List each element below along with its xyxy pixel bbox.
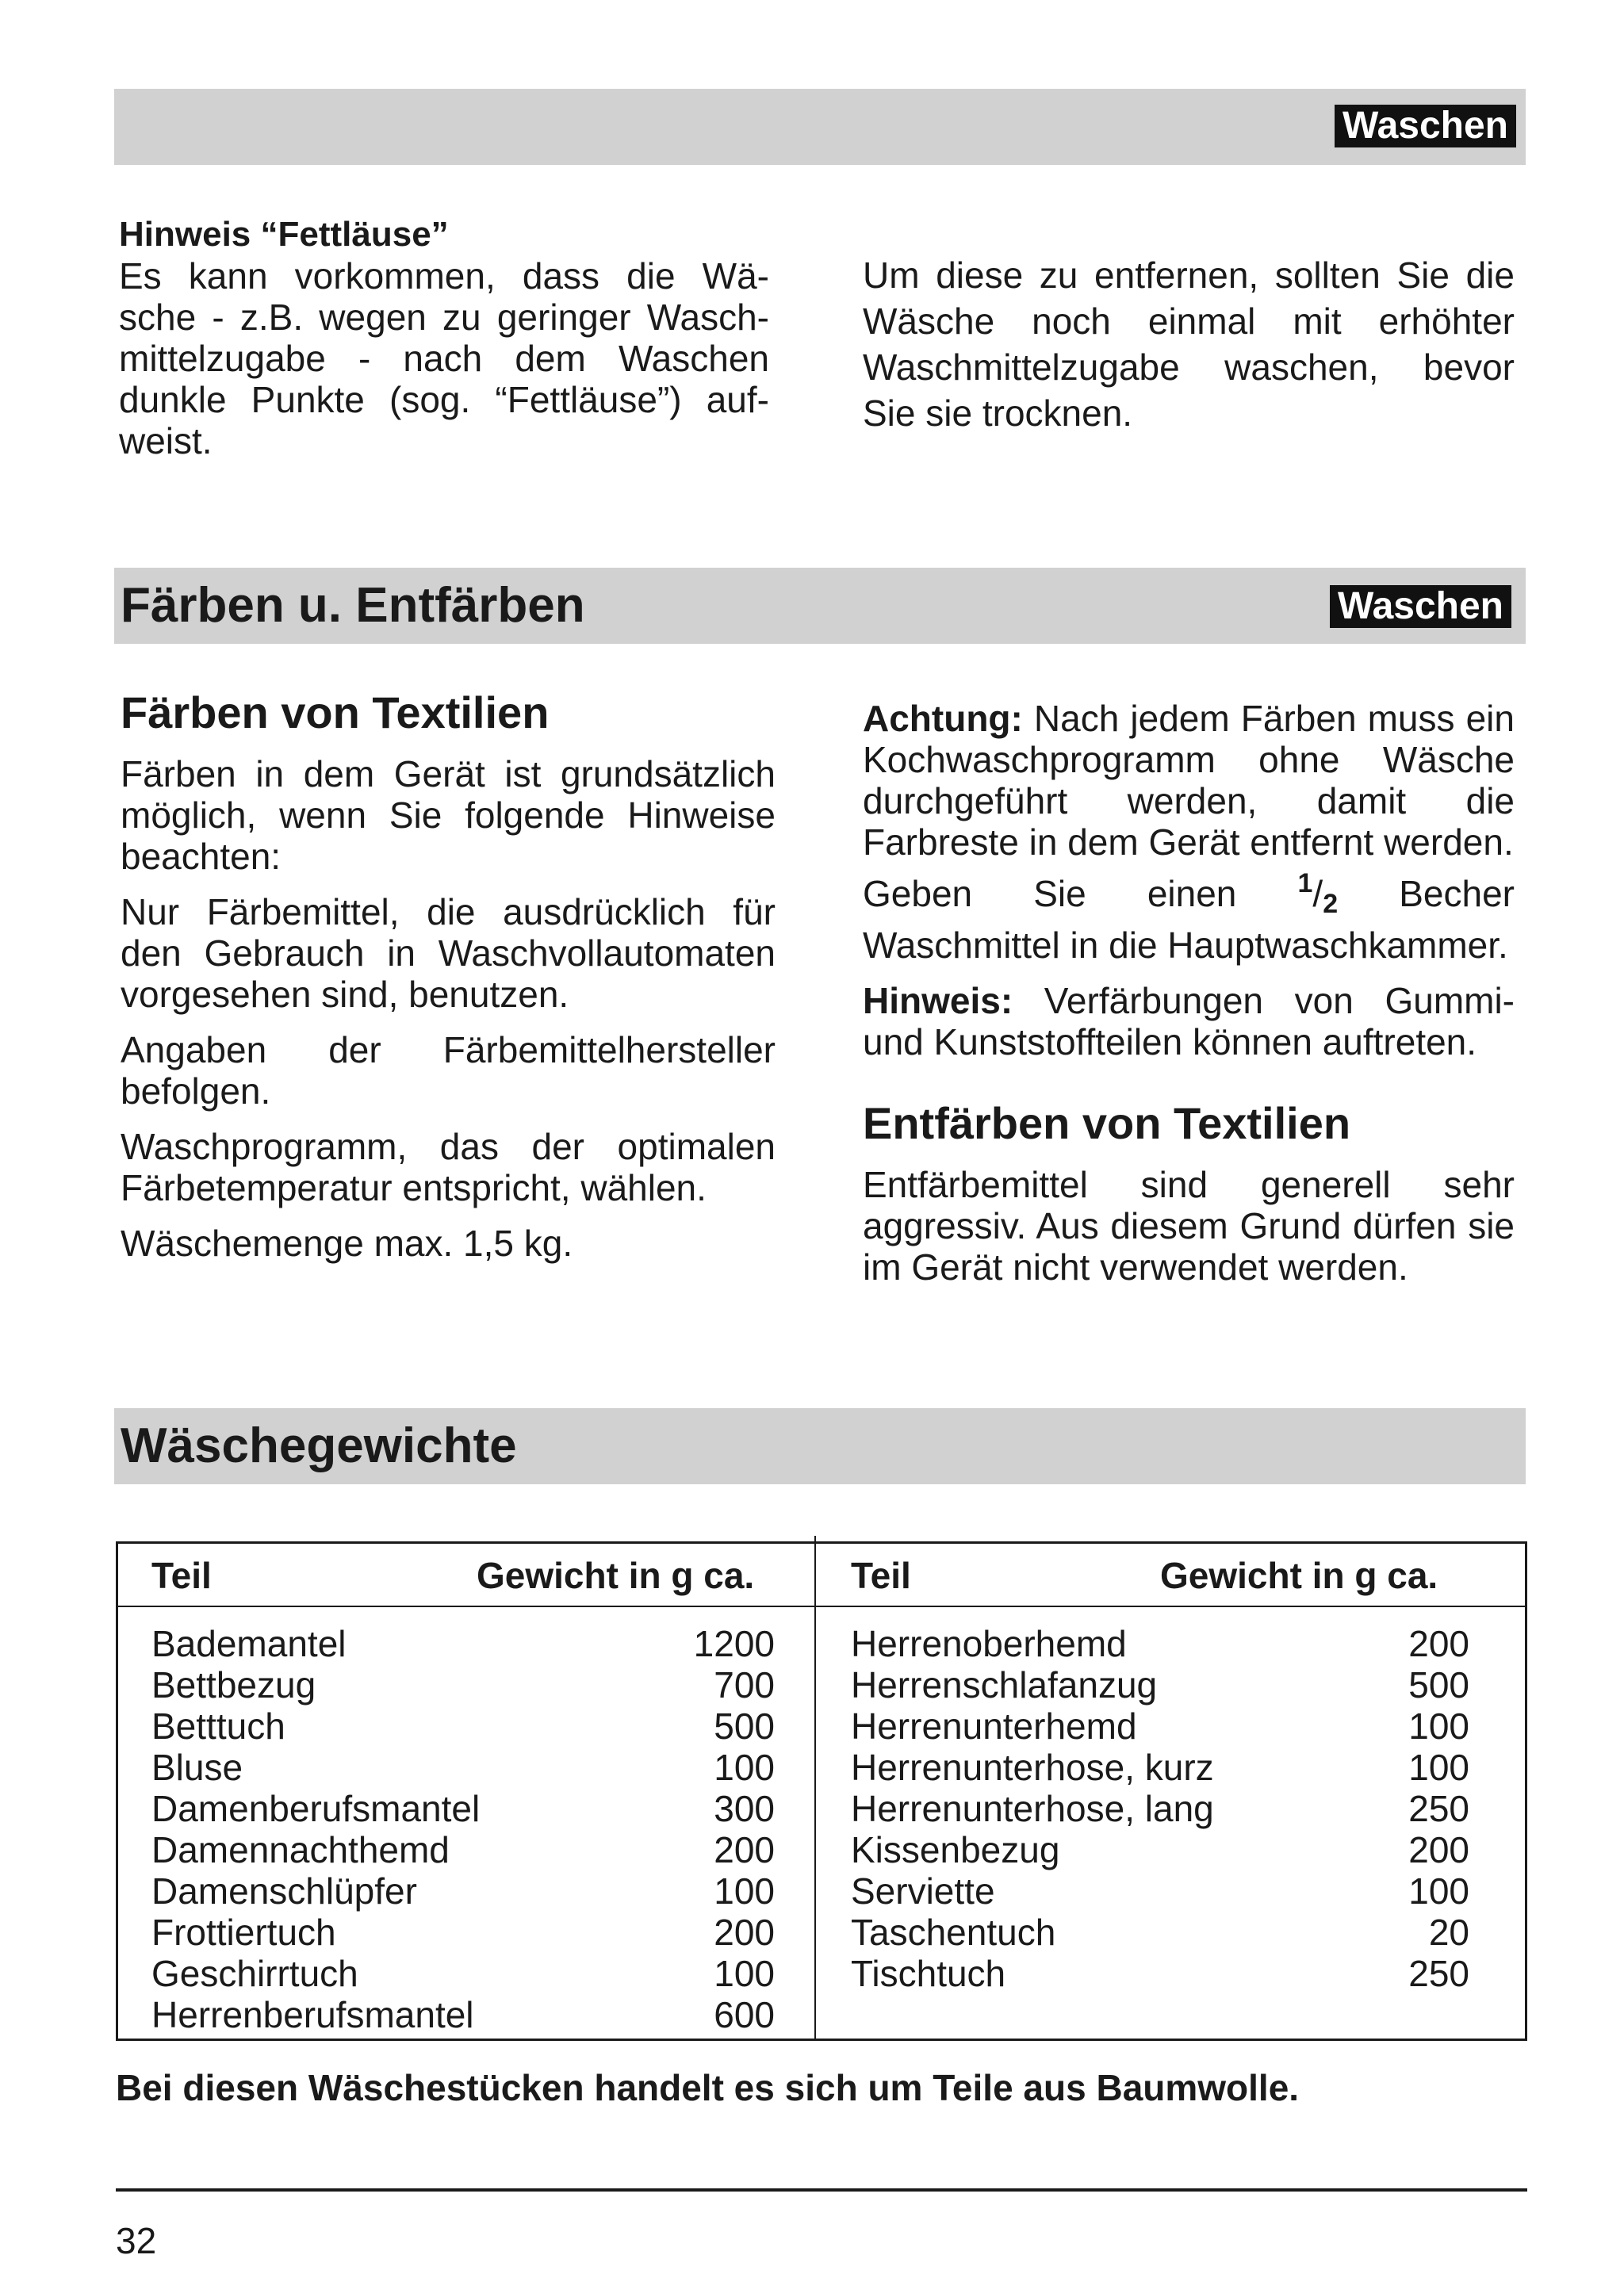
item-weight: 100 [1408,1706,1469,1747]
paragraph: Färben in dem Gerät ist grundsätzlich möglich, wenn Sie folgende Hinweise beachten: [121,753,776,877]
column-header-weight: Gewicht in g ca. [477,1555,755,1596]
text-line: Um diese zu entfernen, sollten Sie die [863,255,1515,296]
item-weight: 200 [1408,1623,1469,1664]
item-weight: 250 [1408,1788,1469,1829]
item-name: Damenschlüpfer [151,1870,417,1912]
footer-rule [116,2188,1527,2192]
item-weight: 1200 [693,1623,775,1664]
table-footnote: Bei diesen Wäschestücken handelt es sich um Teile aus Baumwolle. [116,2067,1300,2108]
paragraph: Nur Färbemittel, die ausdrücklich für den Gebrauch in Waschvollautomaten vorgesehen sind, benutzen. [121,891,776,1015]
column-header-part: Teil [151,1555,212,1596]
table-row [851,1706,1469,1747]
table-row [851,1747,1469,1788]
table-row [851,1912,1469,1953]
geben-paragraph [863,863,1515,966]
faerben-right-column [863,698,1515,1302]
item-weight: 500 [714,1706,775,1747]
item-name: Herrenberufsmantel [151,1994,474,2035]
item-name: Bademantel [151,1623,347,1664]
column-header-part: Teil [851,1555,911,1596]
header-divider [118,1606,1525,1607]
item-weight: 700 [714,1664,775,1706]
fettlaeuse-left [119,214,769,461]
text-line: Sie sie trocknen. [863,392,1133,434]
fraction-denominator: 2 [1323,889,1339,919]
item-name: Herrenunterhose, kurz [851,1747,1214,1788]
item-weight: 200 [1408,1829,1469,1870]
item-name: Herrenschlafanzug [851,1664,1158,1706]
fraction: $^1/_2$ [1297,868,1339,919]
item-weight: 20 [1428,1912,1469,1953]
paragraph: Waschprogramm, das der optimalen Färbetemperatur entspricht, wählen. [121,1126,776,1208]
fettlaeuse-left-lines [119,255,769,461]
item-weight: 100 [1408,1870,1469,1912]
weights-section-bar [114,1408,1526,1484]
geben-prefix: Geben Sie einen [863,873,1298,914]
column-header-weight: Gewicht in g ca. [1160,1555,1438,1596]
hinweis-text: Verfärbungen von Gummi- und Kunststoffteilen können auftreten. [863,980,1515,1062]
item-weight: 100 [714,1747,775,1788]
item-name: Herrenunterhemd [851,1706,1137,1747]
text-line: dunkle Punkte (sog. “Fettläuse”) auf- [119,379,769,420]
item-weight: 250 [1408,1953,1469,1994]
weights-table [116,1541,1527,2041]
achtung-paragraph [863,698,1515,863]
item-weight: 100 [714,1953,775,1994]
item-name: Frottiertuch [151,1912,336,1953]
item-name: Tischtuch [851,1953,1006,1994]
column-divider [814,1536,816,2039]
item-name: Damennachthemd [151,1829,450,1870]
table-row [851,1664,1469,1706]
achtung-text: Nach jedem Färben muss ein Kochwaschprogramm ohne Wäsche durchgeführt werden, damit die Farbreste in dem Gerät entfernt werden. [863,698,1515,863]
header-bar [114,89,1526,165]
item-weight: 100 [1408,1747,1469,1788]
table-row [151,1664,775,1706]
item-name: Herrenunterhose, lang [851,1788,1214,1829]
table-row [151,1747,775,1788]
table-row [151,1706,775,1747]
text-line: weist. [119,420,213,461]
table-row [151,1912,775,1953]
item-name: Taschentuch [851,1912,1056,1953]
table-row [151,1788,775,1829]
item-weight: 200 [714,1829,775,1870]
fraction-numerator: 1 [1297,868,1313,898]
item-weight: 300 [714,1788,775,1829]
text-line: Wäsche noch einmal mit erhöhter [863,301,1515,342]
subheading-entfaerben: Entfärben von Textilien [863,1098,1351,1148]
faerben-left-column [121,687,776,1278]
item-name: Serviette [851,1870,995,1912]
item-name: Geschirrtuch [151,1953,358,1994]
table-row [851,1788,1469,1829]
table-row [851,1623,1469,1664]
section-badge: Waschen [1330,585,1511,628]
weights-right-list [851,1623,1469,1994]
item-name: Kissenbezug [851,1829,1060,1870]
paragraph: Wäschemenge max. 1,5 kg. [121,1223,573,1264]
item-weight: 200 [714,1912,775,1953]
item-name: Herrenoberhemd [851,1623,1127,1664]
item-name: Bettbezug [151,1664,316,1706]
weights-left-list [151,1623,775,2035]
item-name: Bluse [151,1747,243,1788]
item-weight: 600 [714,1994,775,2035]
subheading-faerben: Färben von Textilien [121,687,550,737]
section-title: Wäschegewichte [121,1418,517,1473]
table-row [151,1953,775,1994]
text-line: Es kann vorkommen, dass die Wä- [119,255,769,297]
table-row [151,1623,775,1664]
text-line: sche - z.B. wegen zu geringer Wasch- [119,297,769,338]
table-row [151,1870,775,1912]
hinweis-paragraph [863,980,1515,1062]
table-row [851,1870,1469,1912]
achtung-label: Achtung: [863,698,1023,739]
section-badge: Waschen [1335,105,1516,147]
paragraph: Angaben der Färbemittelhersteller befolgen. [121,1029,776,1112]
text-line: Waschmittelzugabe waschen, bevor [863,346,1515,388]
item-weight: 100 [714,1870,775,1912]
item-name: Betttuch [151,1706,285,1747]
hinweis-label: Hinweis: [863,980,1013,1021]
fettlaeuse-heading: Hinweis “Fettläuse” [119,215,449,254]
table-row [151,1829,775,1870]
table-row [851,1829,1469,1870]
item-name: Damenberufsmantel [151,1788,481,1829]
table-row [851,1953,1469,1994]
text-line: mittelzugabe - nach dem Waschen [119,338,769,379]
item-weight: 500 [1408,1664,1469,1706]
section-title: Färben u. Entfärben [121,578,585,633]
paragraph: Entfärbemittel sind generell sehr aggressiv. Aus diesem Grund dürfen sie im Gerät nicht verwendet werden. [863,1164,1515,1288]
table-row [151,1994,775,2035]
fettlaeuse-right [863,252,1515,436]
faerben-section-bar [114,568,1526,644]
geben-suffix: Becher Waschmittel in die Hauptwaschkammer. [863,873,1515,966]
page-number: 32 [116,2220,157,2261]
